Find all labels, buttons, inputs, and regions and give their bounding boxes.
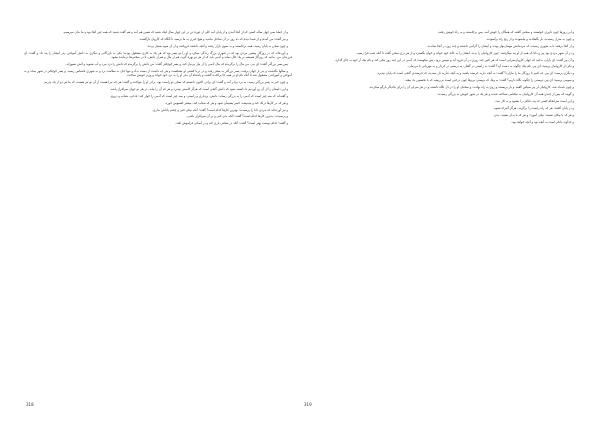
paragraph: و در پایان گفتند: هر که راه راست را برگزیند، هرگز گمراه نشود. [493,105,574,110]
right-page-text [310,30,578,390]
paragraph: و چون بامداد شد، کاروانیان از پیر سپاس گفتند و بار بربستند و روی به راه نهادند، و سخنان او را در دل نگاه داشتند و در هر منزلی آن را برای یکدیگر بازگو میکردند. [368,85,574,90]
paragraph: و هر که با نیکان نشیند، نیکی آموزد؛ و هر که با بدان نشیند، بدی. [493,112,574,117]
paragraph: پس پسر بزرگتر گفت: ای پدر، من مال را برگزیدم که مال آدمی را از نیاز بی‌نیاز کند. و پسر کوچکتر گفت: من دانش را برگزیدم که دانش را دزد نبرد و آب نشوید و آتش نسوزاند. [65,61,288,66]
left-page-text [24,30,292,390]
right-page-number: 319 [304,402,312,407]
paragraph: و گفتند: کدام دوست بهتر است؟ گفت: آنکه در سختی یاری کند و در آسانی فراموش نکند. [175,121,288,126]
paragraph: و آورده‌اند که در روزگار پیشین مردی بود که در شهری بزرگ زندگی میکرد و او را دو پسر بود که هر یک به کاری مشغول بودند؛ یکی به بازرگانی و دیگری به دانش آموختن. پدر ایشان را پند داد و گفت: ای فرزندان من، بدانید که روزگار همیشه بر یک حال نماند و آدمی باید که از هر دو بهره گیرد، هم از مال و هم از دانش، تا در سختی‌ها درمانده نشود. [24,50,292,59]
paragraph: و گویند که پس از چندی همه آن کاروانیان به نیکنامی شناخته شدند و هر یک در شهر خویش به بزرگی رسیدند. [436,92,574,97]
paragraph: و در آن شهر مردی بود پیر و دانا که همه از او پند میگرفتند. چون کاروانیان را بدید، ایشان را به خانهٔ خود خواند و خوان بگسترد و از هر دری سخن گفت تا آنکه شب فرا رسید. [356,50,574,55]
paragraph: و آن پیر گفت: ای یاران، بدانید که جهان کاروان‌سرایی است که هر کس چند روزی در آن فرود آید و سپس برود. پس نیکوست که آدمی در این چند روز نیکی کند و نام نیک از خود به جای گذارد. [334,57,574,62]
paragraph: و سالها بگذشت و پدر از جهان برفت. پسر بزرگتر به سفر رفت و در دریا کشتی او بشکست و هر چه داشت از دست بداد و تنها جان به سلامت برد و به شهری ناشناس رسید. و پسر کوچکتر در شهر بماند و به آموختن و آموزاندن مشغول شد تا آنکه نام او در همه جا پراکنده گشت و پادشاه آن دیار او را به نزد خود خواند و وزیر خویش ساخت. [24,68,292,78]
paragraph: و چون خبر به پسر بزرگتر رسید، به نزد برادر آمد و گفت: ای برادر، اکنون دانستم که سخن تو راست بود. برادر او را بنواخت و گفت: هر چه مرا هست از آن تو نیز هست، که ما هر دو از یک پدریم. [43,79,288,84]
paragraph: و پرسیدند: بدترین کارها کدام است؟ گفت: آنکه بدی کنی و بر آن سرافراز باشی. [186,114,288,119]
paragraph: و سومی پرسید: ای پیر، دوستی را چگونه نگاه داریم؟ گفت: به وفا، که دوستی بی‌وفا چون درختی است بی‌ریشه که با نخستین باد بیفتد. [404,78,574,83]
paragraph: و هر که در کارها درنگ کند و بیندیشد، کمتر پشیمان شود و هر که شتاب کند، بیشتر افسوس خورد. [164,100,288,105]
paragraph: و نیز آورده‌اند که مردی دانا را پرسیدند: بهترین کارها کدام است؟ گفت: آنکه نیکی کنی و چشم پاداش نداری. [152,107,288,112]
left-page-number: 318 [26,402,34,407]
paragraph: و چون سخن به پایان رسید، همه برخاستند و به سوی بازار رفتند و آنچه داشتند فروختند و از آن سود بسیار بردند. [146,43,288,48]
paragraph: و دیگری پرسید: ای پیر، چه کنیم تا روزگار ما را نیازارد؟ گفت: به آنچه دارید خرسند باشید و به آنچه ندارید دل مبندید، که خرسندی گنجی است که پایان نپذیرد. [376,71,574,76]
paragraph: و یکی از کاروانیان پرسید: ای پیر، نام نیک چگونه به دست آید؟ گفت: به راستی در گفتار، به درستی در کردار و به مهربانی با مردمان. [407,64,574,69]
paragraph: و این روزها چون داوری خواستند و سخنی گفتند که همگان را خوش آمد، پس برخاستند و به راه خویش رفتند. [437,30,574,34]
paragraph: و از آنجا برفتند تا به شهری رسیدند که مردمانش مهمان‌نواز بودند و ایشان را گرامی داشتند و چند روز در آنجا بماندند. [426,43,574,48]
paragraph: و این داستان را از آن رو آوردیم تا دانسته شود که دانش گنجی است که هرگز کاستی نپذیرد و هر که آن را بیابد، در هر دو جهان سرافراز باشد. [109,86,288,91]
paragraph: و چون به منزل رسیدند، بار بگشادند و بیاسودند و از رنج راه برآسودند. [485,36,574,41]
paragraph: و از جملهٔ سی چهار ساله کسی که از آنجا آمدی و از پایان آمد کلی از غوره تن در این چهار سال لیکه شنید که همین هم آمد و هم گفت شنید که همه چیز آنجا بود و ما بدان میرسیم. [62,30,288,34]
paragraph: و گفته‌اند که سه چیز است که آدمی را به بزرگی رساند: دانش، بردباری و راستی. و سه چیز است که آدمی را خوار کند: نادانی، شتاب و دروغ. [110,93,288,98]
paragraph: و خداوند داناتر است به آنچه بود و آنچه خواهد بود. [511,119,574,124]
paragraph: و نیز گفت: من آمدم و از شما دیدم که ده روز در آن ساحل ماندید و هیچ خبری به ما نرسید تا آنگاه که کاروان بازگشت. [138,36,288,41]
paragraph: و این است سرانجام کسی که پند دانایان را بشنود و به کار بندد. [494,98,574,103]
